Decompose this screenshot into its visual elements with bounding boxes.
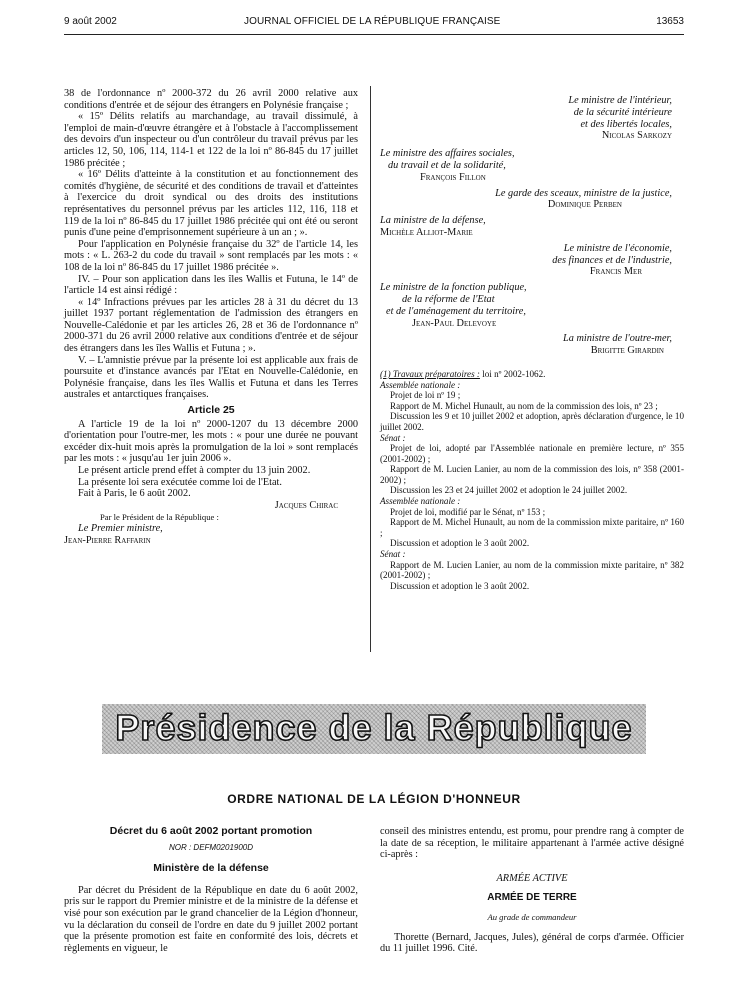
decree-left: [64, 826, 358, 954]
signature-block: [380, 148, 684, 183]
notes-item: Projet de loi, modifié par le Sénat, nº 153 ;: [390, 506, 546, 517]
notes-section-label: Sénat :: [380, 432, 406, 443]
notes-item: Rapport de M. Lucien Lanier, au nom de la commission des lois, nº 358 (2001-2002) ;: [380, 464, 684, 485]
signature-block: [380, 215, 684, 239]
signature-name: Michèle Alliot-Marie: [380, 226, 473, 238]
paragraph: « 15º Délits relatifs au marchandage, au travail dissimulé, à l'emploi de main-d'œuvre étrangère et à l'obstacle à l'accomplissement des devoirs d'un inspecteur ou d'un contrôleur du travail prévus par les articles 12, 50, 106, 114, 114-1 et 122 de la loi nº 86-845 du 17 juillet 1986 précitée ;: [64, 111, 358, 169]
paragraph: IV. – Pour son application dans les îles Wallis et Futuna, le 14º de l'article 14 est ainsi rédigé :: [64, 273, 358, 297]
signature-name: François Fillon: [420, 171, 486, 183]
notes-section-label: Assemblée nationale :: [380, 379, 461, 390]
army-active: ARMÉE ACTIVE: [496, 872, 568, 884]
signature-name: Francis Mer: [589, 266, 642, 278]
section-title: ORDRE NATIONAL DE LA LÉGION D'HONNEUR: [227, 792, 521, 806]
pm-name: Jean-Pierre Raffarin: [64, 535, 151, 547]
notes-item: Rapport de M. Michel Hunault, au nom de la commission des lois, nº 23 ;: [390, 400, 658, 411]
signature-block: [380, 243, 684, 278]
pm-title: Le Premier ministre,: [78, 523, 163, 535]
right-column: [380, 95, 684, 591]
by-president: Par le Président de la République :: [100, 511, 219, 522]
paragraph: A l'article 19 de la loi nº 2000-1207 du 13 décembre 2000 d'orientation pour l'outre-mer, les mots : « pour une durée ne pouvant excéder dix-huit mois après la promulgation de la loi » sont remplacés par les mots : « jusqu'au 1er juin 2006 ».: [64, 418, 358, 465]
paragraph: « 14º Infractions prévues par les articles 28 à 31 du décret du 13 juillet 1937 portant réglementation de l'admission des étrangers en Nouvelle-Calédonie et par les articles 26, 28 et 36 de l'ordonnance nº 2000-371 du 26 avril 2000 relative aux conditions d'entrée et de séjour des étrangers dans les îles Wallis et Futuna ; ».: [64, 296, 358, 355]
signature-block: [380, 282, 684, 329]
paragraph: Le présent article prend effet à compter du 13 juin 2002.: [78, 465, 311, 476]
notes-item: Rapport de M. Lucien Lanier, au nom de la commission mixte paritaire, nº 382 (2001-2002) ;: [380, 559, 684, 581]
decree-body: Par décret du Président de la République en date du 6 août 2002, pris sur le rapport du Premier ministre et de la ministre de la défense et visé pour son exécution par le grand chancelier de la Légion d'honneur, vu la déclaration du conseil de l'ordre en date du 9 juillet 2002 portant que la présente promotion est faite en conformité des lois, décrets et règlements en vigueur, le: [64, 884, 358, 954]
signature-name: Brigitte Girardin: [590, 345, 664, 357]
signature-title: Le ministre de l'intérieur,: [568, 95, 672, 106]
notes-section-label: Assemblée nationale :: [380, 496, 461, 507]
president-name: Jacques Chirac: [274, 499, 338, 511]
notes-intro-label: (1) Travaux préparatoires :: [380, 368, 480, 379]
page-header: [0, 16, 748, 30]
notes-item: Projet de loi nº 19 ;: [390, 390, 461, 401]
preparatory-works-notes: [380, 369, 684, 591]
signature-title: Le ministre de la fonction publique,: [380, 282, 527, 294]
signature-title: de la sécurité intérieure: [573, 106, 672, 118]
paragraph: La présente loi sera exécutée comme loi de l'Etat.: [78, 476, 282, 488]
notes-intro-value: loi nº 2002-1062.: [482, 368, 546, 379]
grade: Au grade de commandeur: [487, 911, 577, 922]
signature-name: Jean-Paul Delevoye: [412, 317, 497, 329]
promoted-officer: Thorette (Bernard, Jacques, Jules), général de corps d'armée. Officier du 11 juillet 1996. Cité.: [380, 931, 684, 955]
notes-item: Projet de loi, adopté par l'Assemblée nationale en première lecture, nº 355 (2001-2002) ;: [380, 443, 684, 464]
signature-title: La ministre de la défense,: [380, 215, 486, 227]
signature-title: de la réforme de l'Etat: [402, 293, 495, 305]
notes-item: Discussion les 9 et 10 juillet 2002 et adoption, après déclaration d'urgence, le 10 juillet 2002.: [380, 411, 684, 432]
paragraph: Pour l'application en Polynésie française du 32º de l'article 14, les mots : « L. 263-2 du code du travail » sont remplacés par les mots : « 108 de la loi nº 86-845 du 17 juillet 1986 précitée ».: [64, 238, 358, 273]
banner-title: Présidence de la République: [115, 707, 633, 748]
article-title: Article 25: [187, 404, 235, 417]
signature-title: La ministre de l'outre-mer,: [563, 333, 672, 345]
paragraph: « 16º Délits d'atteinte à la constitution et au fonctionnement des comités d'hygiène, de sécurité et des conditions de travail et d'atteintes à l'exercice du droit syndical ou des droits des institutions représentatives du personnel prévus par les articles 112, 116, 118 et 119 de la loi nº 86-845 du 17 juillet 1986 précitée qui ont été ou seront punis d'une peine d'emprisonnement supérieure à un an ; ».: [64, 169, 358, 239]
column-divider: [370, 86, 371, 652]
presidence-banner: [102, 704, 646, 754]
notes-item: Discussion et adoption le 3 août 2002.: [390, 538, 530, 549]
signature-name: Nicolas Sarkozy: [601, 130, 672, 142]
army-terre: ARMÉE DE TERRE: [487, 892, 577, 904]
signature-block: [380, 95, 684, 142]
nor-reference: NOR : DEFM0201900D: [168, 842, 254, 852]
done-at: Fait à Paris, le 6 août 2002.: [78, 488, 191, 500]
paragraph: 38 de l'ordonnance nº 2000-372 du 26 avril 2000 relative aux conditions d'entrée et de séjour des étrangers en Polynésie française ;: [64, 88, 358, 111]
left-column: [64, 88, 358, 547]
page-number: 13653: [656, 16, 684, 27]
header-date: 9 août 2002: [64, 16, 117, 27]
notes-item: Rapport de M. Michel Hunault, au nom de la commission mixte paritaire, nº 160 ;: [380, 517, 684, 538]
signature-title: Le garde des sceaux, ministre de la justice,: [495, 187, 672, 199]
journal-title: JOURNAL OFFICIEL DE LA RÉPUBLIQUE FRANÇAISE: [244, 16, 501, 27]
notes-item: Discussion et adoption le 3 août 2002.: [390, 580, 530, 591]
signature-name: Dominique Perben: [547, 199, 622, 211]
header-rule: [64, 34, 684, 35]
signature-title: des finances et de l'industrie,: [552, 254, 672, 266]
decree-title: Décret du 6 août 2002 portant promotion: [109, 825, 313, 837]
signature-title: et des libertés locales,: [580, 118, 672, 130]
notes-section-label: Sénat :: [380, 549, 406, 560]
signature-title: Le ministre de l'économie,: [563, 242, 672, 254]
decree-continuation: conseil des ministres entendu, est promu, pour prendre rang à compter de la date de sa réception, le militaire appartenant à l'armée active désigné ci-après :: [380, 826, 684, 861]
ministry-title: Ministère de la défense: [153, 862, 269, 875]
signature-title: et de l'aménagement du territoire,: [386, 305, 526, 317]
signature-block: [380, 188, 684, 212]
paragraph: V. – L'amnistie prévue par la présente loi est applicable aux frais de poursuite et d'instance avancés par l'Etat en Nouvelle-Calédonie, en Polynésie française, dans les îles Wallis et Futuna et dans les Terres australes et antarctiques françaises.: [64, 354, 358, 401]
signature-block: [380, 333, 684, 357]
signature-title: Le ministre des affaires sociales,: [380, 148, 515, 160]
decree-right: [380, 826, 684, 955]
notes-item: Discussion les 23 et 24 juillet 2002 et adoption le 24 juillet 2002.: [390, 485, 628, 496]
signature-title: du travail et de la solidarité,: [388, 159, 506, 171]
